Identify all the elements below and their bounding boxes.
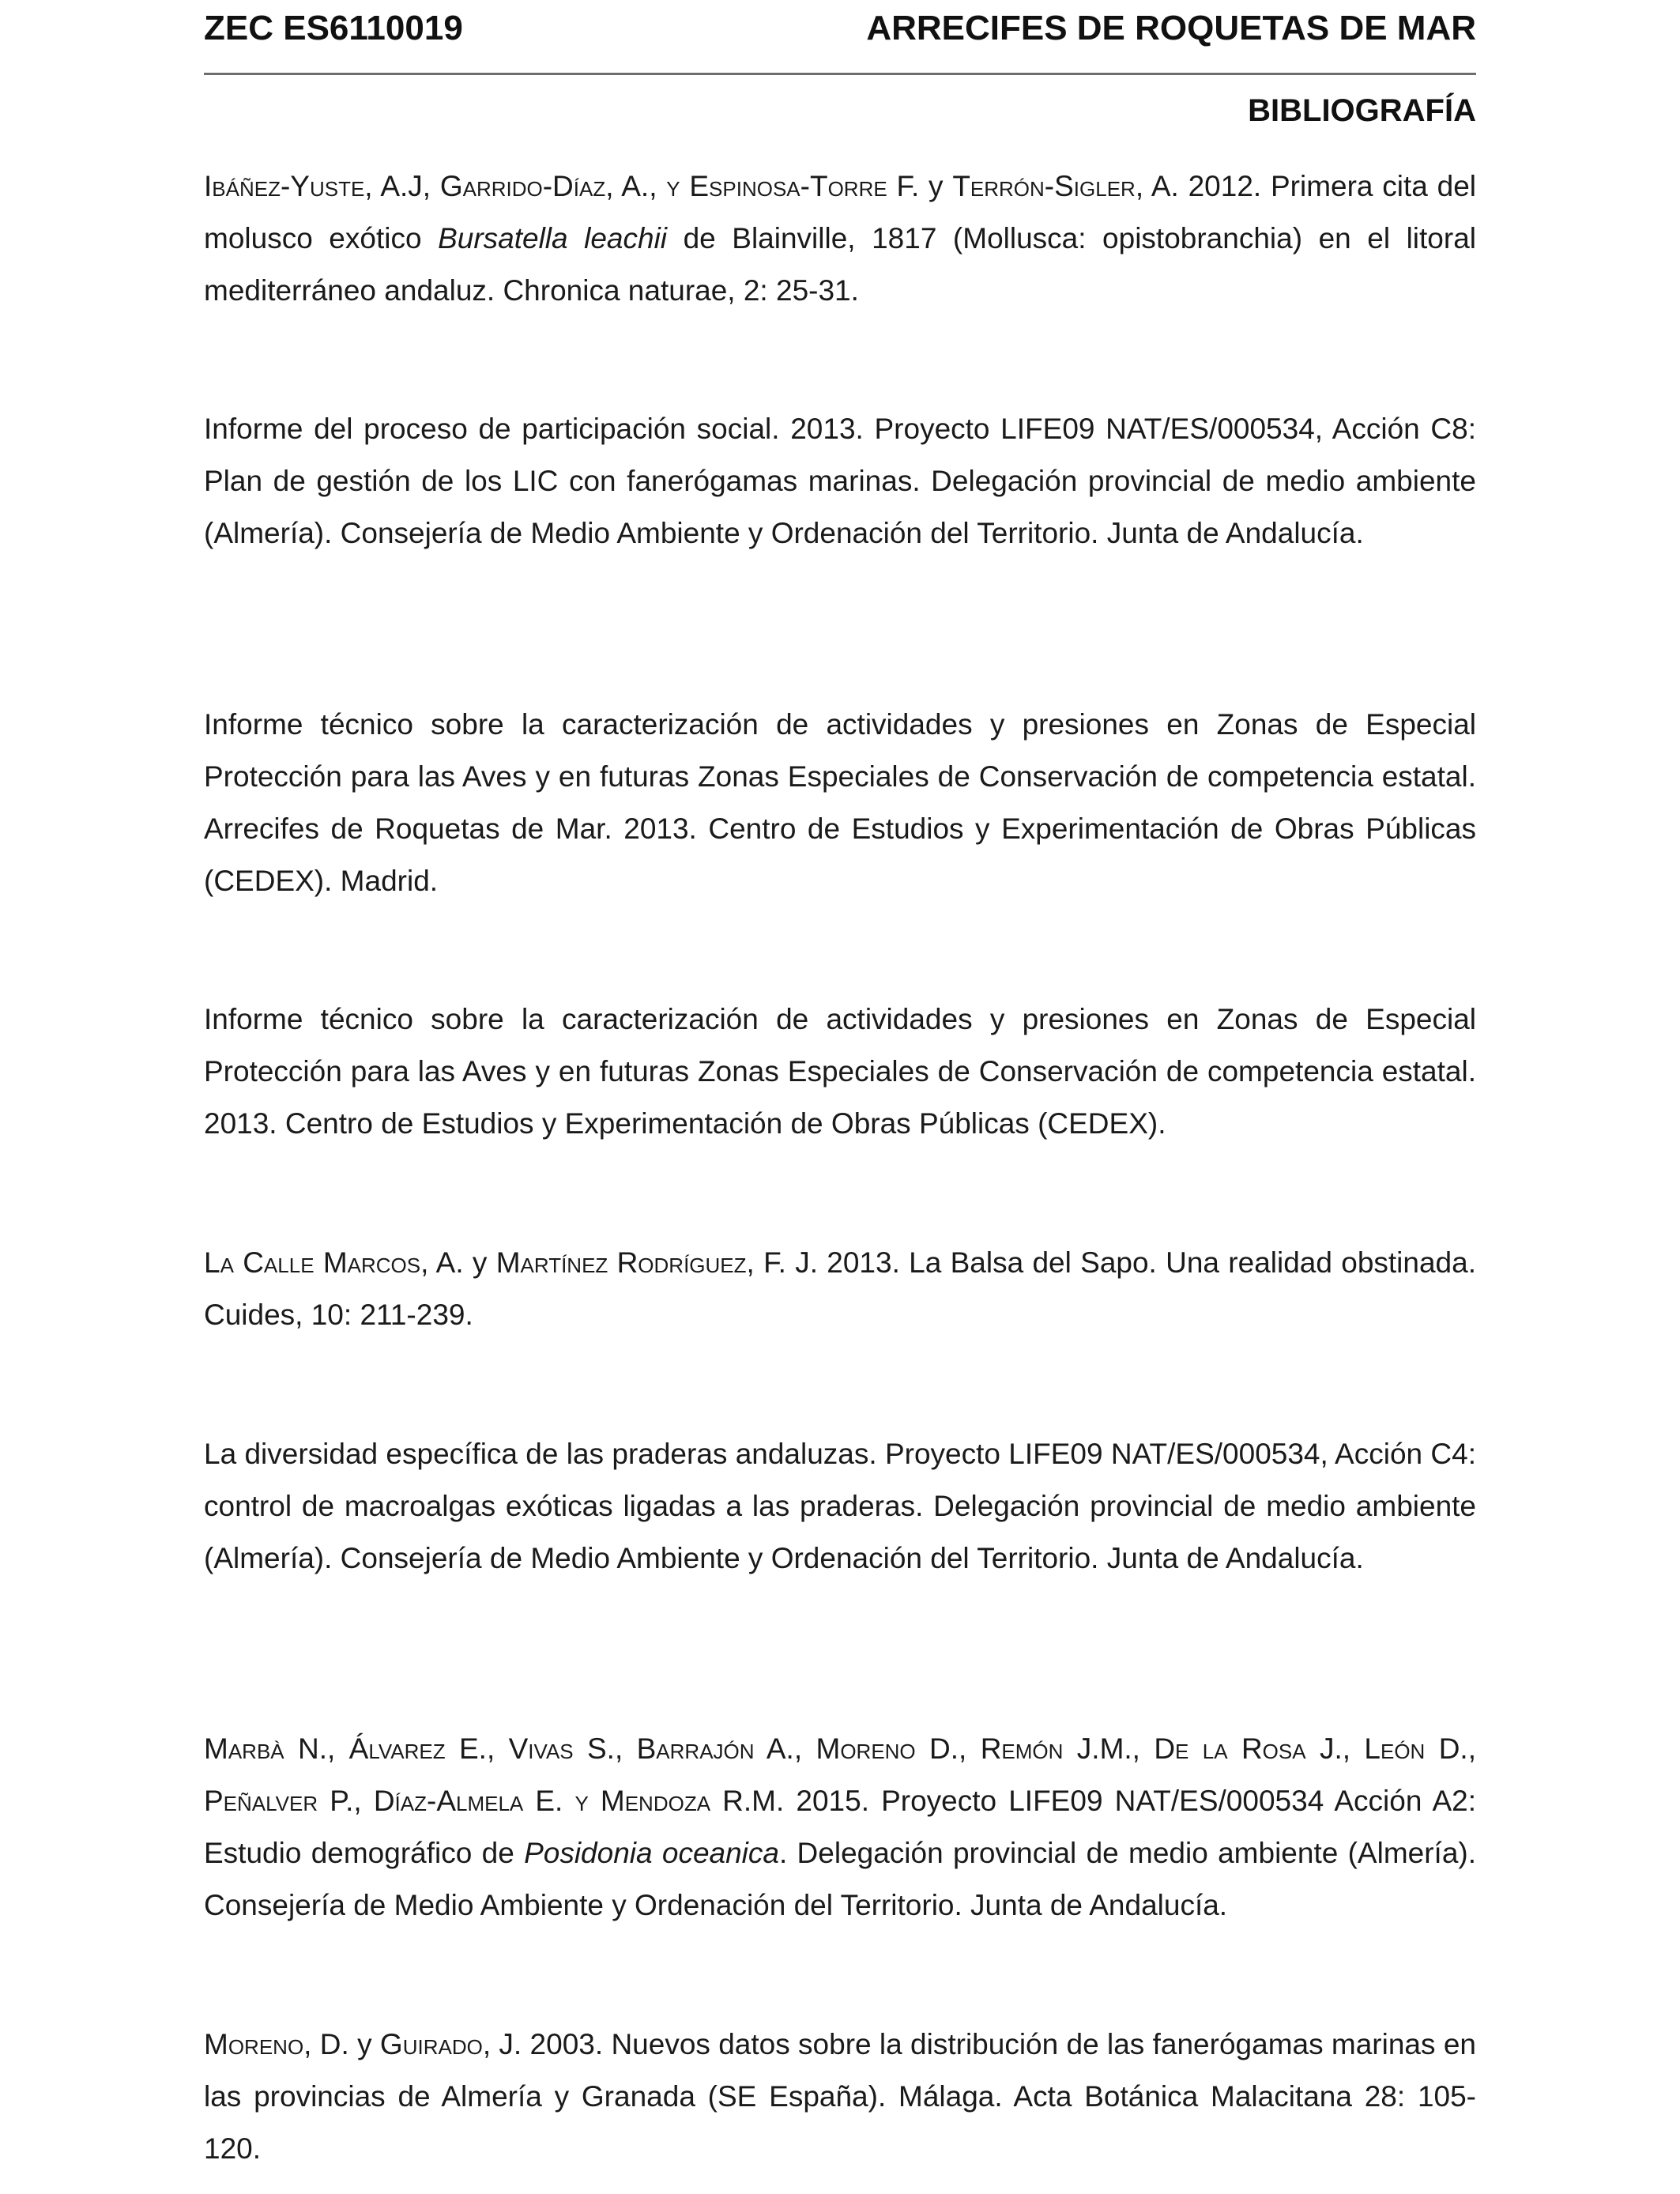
section-title: BIBLIOGRAFÍA (1248, 93, 1476, 128)
reference-item (204, 993, 1476, 1150)
species-name: Bursatella leachii (438, 222, 668, 254)
site-code: ZEC ES6110019 (204, 9, 463, 47)
reference-item (204, 2019, 1476, 2175)
reference-text: , F. J. 2013. La Balsa del Sapo. Una realidad obstinada. Cuides, 10: 211-239. (204, 1246, 1476, 1331)
reference-authors: Ibáñez-Yuste, A.J, Garrido-Díaz, A., y Espinosa-Torre (204, 170, 887, 202)
reference-text: Informe técnico sobre la caracterización de actividades y presiones en Zonas de Especial Protección para las Aves y en futuras Zonas Especiales de Conservación de competencia estatal. Arrecifes de Roquetas de Mar. 2013. Centro de Estudios y Experimentación de Obras Públicas (CEDEX). Madrid. (204, 708, 1476, 897)
reference-text: de Blainville, 1817 (Mollusca: opistobranchia) en el litoral mediterráneo andaluz. Chronica naturae, 2: 25-31. (204, 222, 1476, 307)
reference-authors-connector: , D. y (303, 2028, 380, 2060)
reference-authors-connector: F. y (887, 170, 953, 202)
species-name: Posidonia oceanica (524, 1837, 779, 1869)
reference-item (204, 160, 1476, 317)
reference-text: 2012. Primera cita del molusco exótico (204, 170, 1476, 254)
reference-item (204, 699, 1476, 907)
reference-authors: Martínez Rodríguez (495, 1246, 747, 1279)
reference-text: Informe técnico sobre la caracterización de actividades y presiones en Zonas de Especial Protección para las Aves y en futuras Zonas Especiales de Conservación de competencia estatal. 2013. Centro de Estudios y Experimentación de Obras Públicas (CEDEX). (204, 1003, 1476, 1140)
reference-text: Informe del proceso de participación social. 2013. Proyecto LIFE09 NAT/ES/000534, Acción C8: Plan de gestión de los LIC con fanerógamas marinas. Delegación provincial de medio ambiente (Almería). Consejería de Medio Ambiente y Ordenación del Territorio. Junta de Andalucía. (204, 413, 1476, 549)
page-header (204, 0, 1476, 75)
site-name: ARRECIFES DE ROQUETAS DE MAR (866, 9, 1476, 47)
reference-item (204, 1237, 1476, 1341)
reference-authors: Guirado (379, 2028, 483, 2060)
reference-text: La diversidad específica de las praderas andaluzas. Proyecto LIFE09 NAT/ES/000534, Acción C4: control de macroalgas exóticas ligadas a las praderas. Delegación provincial de medio ambiente (Almería). Consejería de Medio Ambiente y Ordenación del Territorio. Junta de Andalucía. (204, 1438, 1476, 1574)
reference-authors: La Calle Marcos (204, 1246, 421, 1279)
reference-authors-connector: , A. y (420, 1246, 496, 1279)
reference-authors-initials: , A. (1135, 170, 1179, 202)
reference-text: . Delegación provincial de medio ambiente (Almería). Consejería de Medio Ambiente y Ordenación del Territorio. Junta de Andalucía. (204, 1837, 1476, 1921)
reference-authors: Terrón-Sigler (952, 170, 1136, 202)
reference-authors: Marbà N., Álvarez E., Vivas S., Barrajón A., Moreno D., Remón J.M., De la Rosa J., León D., Peñalver P., Díaz-Almela E. y Mendoza R.M. (204, 1732, 1476, 1817)
reference-text: , J. 2003. Nuevos datos sobre la distribución de las fanerógamas marinas en las provincias de Almería y Granada (SE España). Málaga. Acta Botánica Malacitana 28: 105-120. (204, 2028, 1476, 2165)
reference-authors: Moreno (204, 2028, 304, 2060)
reference-item (204, 1428, 1476, 1585)
reference-text: 2015. Proyecto LIFE09 NAT/ES/000534 Acción A2: Estudio demográfico de (204, 1785, 1476, 1869)
reference-item (204, 403, 1476, 560)
reference-item (204, 1723, 1476, 1932)
